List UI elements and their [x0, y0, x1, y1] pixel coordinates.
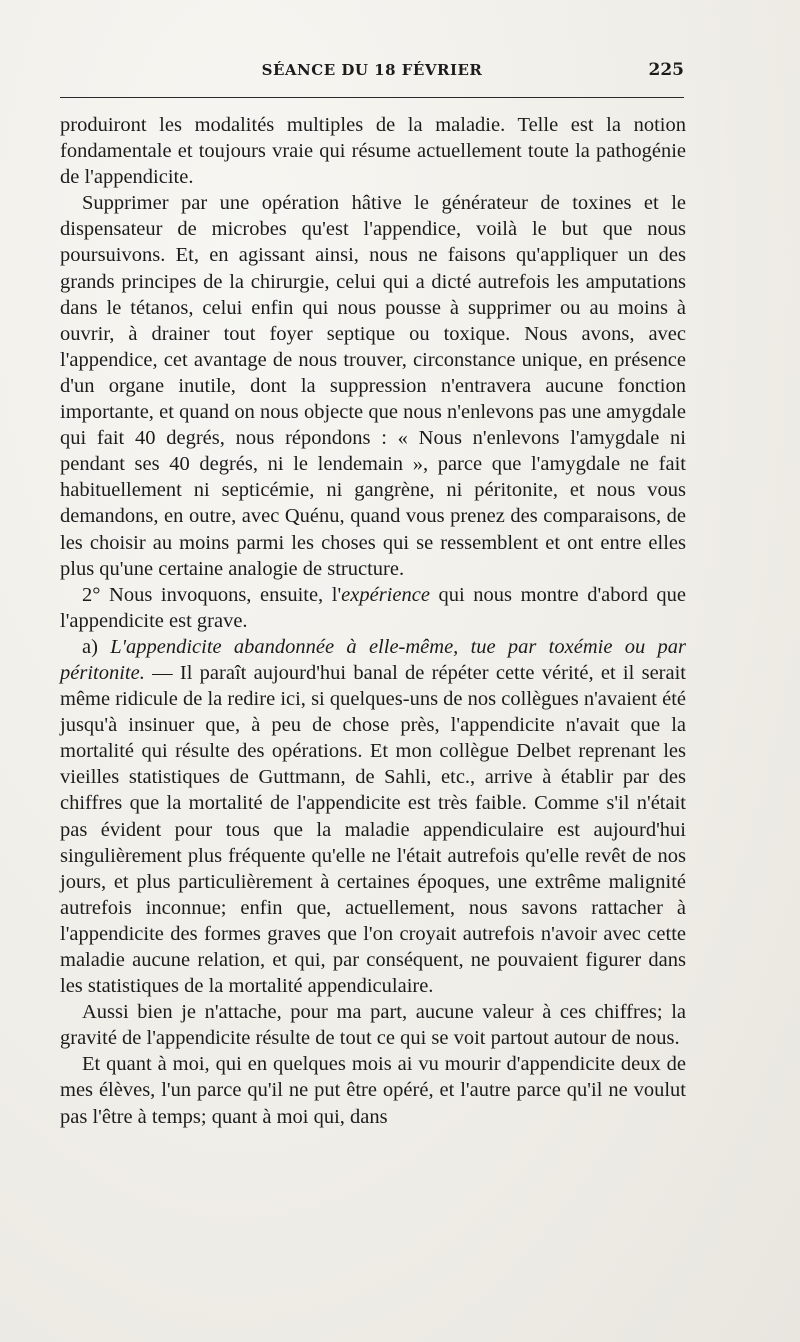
paragraph-6-text: Et quant à moi, qui en quelques mois ai vu mourir d'appendicite deux de mes élèves, l'un parce qu'il ne put être opéré, et l'autre parce qu'il ne voulut pas l'être à temps; quant à moi qui, dans — [60, 1053, 686, 1128]
page-header — [60, 58, 684, 88]
paragraph-2-text: Supprimer par une opération hâtive le générateur de toxines et le dispensateur de microbes qu'est l'appendice, voilà le but que nous poursuivons. Et, en agissant ainsi, nous ne faisons qu'appliquer un des grands principes de la chirurgie, celui qui a dicté autrefois les amputations dans le tétanos, celui enfin qui nous pousse à supprimer ou au moins à ouvrir, à drainer tout foyer septique ou toxique. Nous avons, avec l'appendice, cet avantage de nous trouver, circonstance unique, en présence d'un organe inutile, dont la suppression n'entravera aucune fonction importante, et quand on nous objecte que nous n'enlevons pas une amygdale qui fait 40 degrés, nous répondons : « Nous n'enlevons l'amygdale ni pendant ses 40 degrés, ni le lendemain », parce que l'amygdale ne fait habituellement ni septicémie, ni gangrène, ni péritonite, et nous vous demandons, en outre, avec Quénu, quand vous prenez des comparaisons, de les choisir au moins parmi les choses qui se ressemblent et ont entre elles plus qu'une certaine analogie de structure. — [60, 192, 686, 580]
paragraph-2 — [60, 190, 686, 581]
header-rule — [60, 97, 684, 98]
paragraph-1 — [60, 112, 686, 190]
paragraph-3 — [60, 582, 686, 634]
paragraph-4 — [60, 634, 686, 999]
body-text — [60, 112, 686, 1130]
paragraph-3-text-a: 2° Nous invoquons, ensuite, l' — [82, 583, 342, 606]
paragraph-5 — [60, 999, 686, 1051]
paragraph-4-text: — Il paraît aujourd'hui banal de répéter cette vérité, et il serait même ridicule de la redire ici, si quelques-uns de nos collègues n'avaient été jusqu'à insinuer que, à peu de chose près, l'appendicite n'avait que la mortalité qui résulte des opérations. Et mon collègue Delbet reprenant les vieilles statistiques de Guttmann, de Sahli, etc., arrive à établir par des chiffres que la mortalité de l'appendicite est très faible. Comme s'il n'était pas évident pour tous que la maladie appendiculaire est aujourd'hui singulièrement plus fréquente qu'elle ne l'était autrefois qu'elle revêt de nos jours, et plus particulièrement à certaines époques, une extrême malignité autrefois inconnue; enfin que, actuellement, nous savons rattacher à l'appendicite des formes graves que l'on croyait autrefois n'avoir avec cette maladie aucune relation, et qui, par conséquent, ne pouvaient figurer dans les statistiques de la mortalité appendiculaire. — [60, 661, 686, 998]
paragraph-1-text: produiront les modalités multiples de la maladie. Telle est la notion fondamentale et toujours vraie qui résume actuellement toute la pathogénie de l'appendicite. — [60, 114, 686, 189]
paragraph-4-label: a) — [82, 635, 111, 658]
paragraph-4-italic-heading: L'appendicite abandonnée à elle-même, tue par toxémie ou par péritonite. — [60, 635, 686, 684]
paragraph-5-text: Aussi bien je n'attache, pour ma part, aucune valeur à ces chiffres; la gravité de l'appendicite résulte de tout ce qui se voit partout autour de nous. — [60, 1001, 686, 1050]
running-title: SÉANCE DU 18 FÉVRIER — [261, 61, 483, 79]
page-number: 225 — [648, 60, 684, 80]
paragraph-3-italic: expérience — [341, 583, 430, 606]
paragraph-6 — [60, 1051, 686, 1129]
paragraph-3-text-b: qui nous montre d'abord que l'appendicite est grave. — [60, 583, 687, 632]
